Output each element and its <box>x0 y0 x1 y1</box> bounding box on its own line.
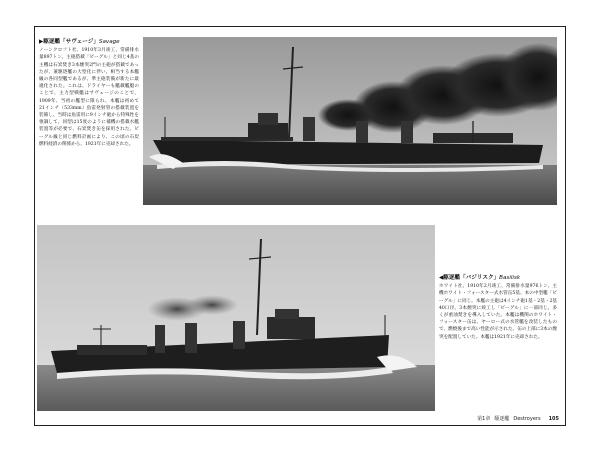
caption-savage <box>39 39 139 148</box>
caption-basilisk <box>439 275 557 341</box>
footer-section-en: Destroyers <box>513 416 541 422</box>
magazine-page <box>34 26 566 426</box>
photo-destroyer-basilisk <box>37 225 435 411</box>
page-footer <box>473 415 559 422</box>
caption-savage-body: ノーンクロフト社、1910年3月竣工、常備排水量897トン、主砲搭載「ビーグル」と同じ4基の主機は石炭焚き3本煙突2門の主砲が搭載であったが、兼駆逐艦の大型化に伴い、相当する本艦級の各同型艦であるが、準主砲装備が新たに最適化された。これは、ドライヤーも艦載艦艇のことで、主力型戦艦はサヴェージのことで、1909年、当初の艦型に限られ、本艦は初めて21インチ（533mm）魚雷発射管の搭載装置を装備し、当時は魚雷用に9インチ砲から特殊性を強調して、同型は15度のように補機の搭載水艦装置等が必要で、石炭焚き缶を採用された。ビーグル級と同じ燃料計画により、この頃の石炭燃料経済の関係から、1921年に売却された。 <box>39 48 139 147</box>
caption-savage-title-en: Savage <box>98 39 120 45</box>
caption-basilisk-body: ホワイト社、1910年2月竣工、常備排水量976トン、主機ホワイト・フォースター式水管缶5基、本の中型艦「ビーグル」に同じ。本艦の主砲は4インチ砲1基・2基・2基40口径、3本煙突に竣工し「ビーグル」に一部同じ。多くが重油焚きを導入していた。本艦は機関のホワイト・フォースター缶は、ヤーロー式の水管艦を改装したもので、燃焼後まで高い性能が示された。缶の上部に3本の煙突を配置していた。本艦は1921年に売却された。 <box>439 284 557 340</box>
footer-section: 駆逐艦 <box>494 416 510 422</box>
caption-savage-title: ▶駆逐艦「サヴェージ」Savage <box>39 39 120 45</box>
page-number: 105 <box>548 416 559 422</box>
caption-basilisk-title: ◀駆逐艦「バジリスク」Basilisk <box>439 275 521 281</box>
basilisk-photo-image <box>37 225 435 411</box>
caption-basilisk-title-en: Basilisk <box>499 275 521 281</box>
footer-chapter: 第1章 <box>477 416 491 422</box>
savage-photo-image <box>143 37 557 205</box>
photo-destroyer-savage <box>143 37 557 205</box>
